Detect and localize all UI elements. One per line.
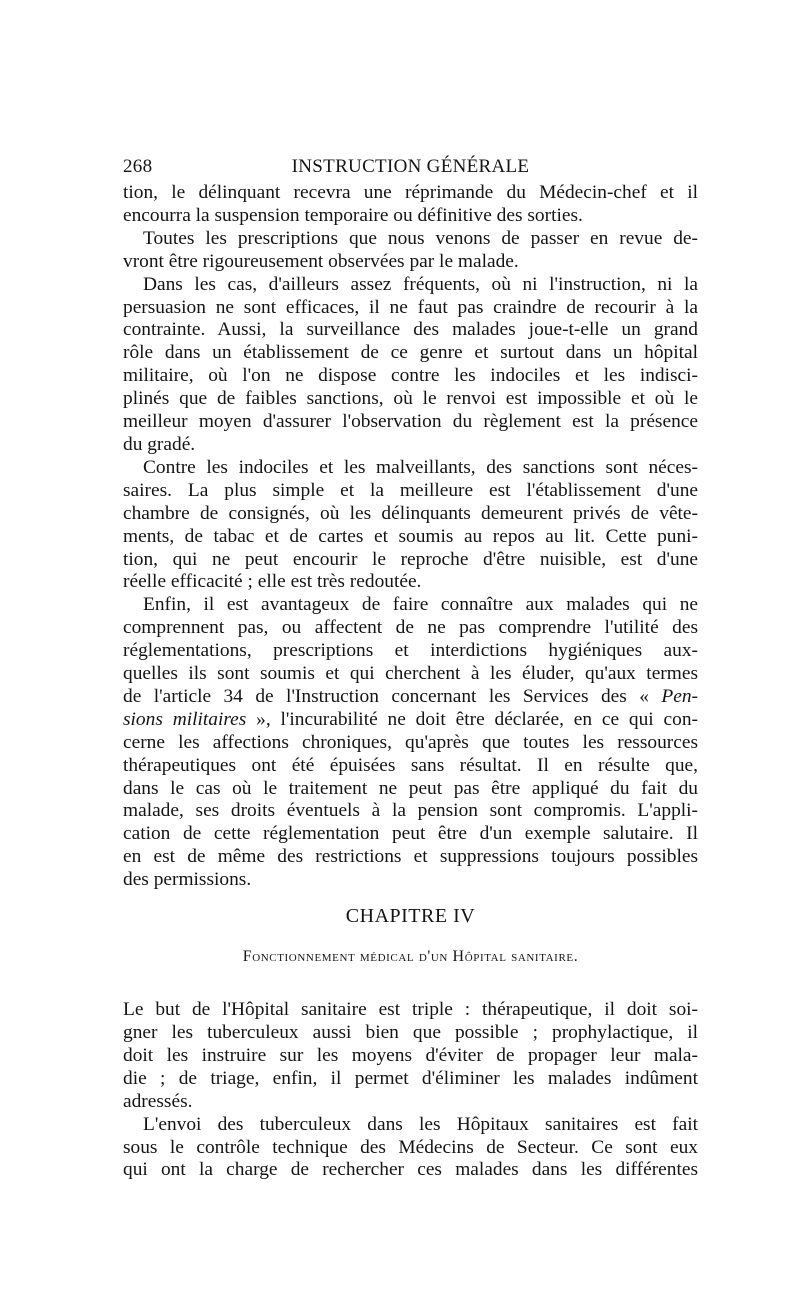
italic-run: sions militaires [123, 708, 247, 730]
text-line: thérapeutiques ont été épuisées sans résultat. Il en résulte que, [123, 754, 698, 776]
text-line: Toutes les prescriptions que nous venons de passer en revue de- [143, 227, 698, 249]
italic-run: Pen- [661, 685, 698, 707]
text-line: rôle dans un établissement de ce genre et surtout dans un hôpital [123, 342, 698, 364]
text-line: gner les tuberculeux aussi bien que possible ; prophylactique, il [123, 1022, 698, 1043]
text-line: réelle efficacité ; elle est très redoutée. [123, 571, 422, 593]
paragraph [123, 274, 698, 457]
text-line: vront être rigoureusement observées par le malade. [123, 250, 519, 272]
text-run: de l'article 34 de l'Instruction concernant les Services des « [123, 685, 662, 707]
text-line: comprennent pas, ou affectent de ne pas comprendre l'utilité des [123, 617, 698, 639]
text-line: cerne les affections chroniques, qu'après que toutes les ressources [123, 731, 698, 753]
running-header [123, 152, 698, 182]
text-run: », l'incurabilité ne doit être déclarée, en ce qui con- [246, 708, 698, 730]
paragraph [123, 182, 698, 228]
text-line [123, 709, 698, 732]
chapter-subtitle: Fonctionnement médical d'un Hôpital sanitaire. [242, 948, 579, 966]
paragraph [123, 457, 698, 594]
text-line: L'envoi des tuberculeux dans les Hôpitaux sanitaires est fait [143, 1113, 698, 1135]
section-body-2 [123, 999, 698, 1182]
text-line: Dans les cas, d'ailleurs assez fréquents, où ni l'instruction, ni la [143, 273, 698, 295]
text-line: quelles ils sont soumis et qui cherchent à les éluder, qu'aux termes [123, 663, 698, 685]
text-line: encourra la suspension temporaire ou définitive des sorties. [123, 204, 583, 226]
page-number: 268 [123, 156, 153, 177]
paragraph [123, 228, 698, 274]
text-line: persuasion ne sont efficaces, il ne faut pas craindre de recourir à la [123, 296, 698, 318]
text-line: ments, de tabac et de cartes et soumis au repos au lit. Cette puni- [123, 525, 698, 547]
text-line: chambre de consignés, où les délinquants demeurent privés de vête- [123, 502, 698, 524]
text-line: plinés que de faibles sanctions, où le renvoi est impossible et où le [123, 388, 698, 410]
text-line: en est de même des restrictions et suppressions toujours possibles [123, 846, 698, 868]
text-line: sous le contrôle technique des Médecins de Secteur. Ce sont eux [123, 1136, 698, 1158]
text-line [123, 686, 698, 709]
text-line: du gradé. [123, 433, 196, 455]
text-line: dans le cas où le traitement ne peut pas être appliqué du fait du [123, 777, 698, 799]
text-line: malade, ses droits éventuels à la pension sont compromis. L'appli- [123, 800, 698, 822]
text-line: Le but de l'Hôpital sanitaire est triple : thérapeutique, il doit soi- [123, 999, 698, 1021]
book-page [123, 152, 698, 1182]
text-line: saires. La plus simple et la meilleure est l'établissement d'une [123, 479, 698, 501]
text-line: tion, qui ne peut encourir le reproche d'être nuisible, est d'une [123, 548, 698, 570]
chapter-heading: CHAPITRE IV [345, 905, 476, 928]
text-line: adressés. [123, 1090, 193, 1112]
text-line: cation de cette réglementation peut être d'un exemple salutaire. Il [123, 823, 698, 845]
text-line: Enfin, il est avantageux de faire connaître aux malades qui ne [143, 594, 698, 616]
text-line: doit les instruire sur les moyens d'éviter de propager leur mala- [123, 1044, 698, 1066]
section-body-1 [123, 182, 698, 892]
text-line: réglementations, prescriptions et interdictions hygiéniques aux- [123, 640, 698, 662]
paragraph [123, 594, 698, 892]
text-line: die ; de triage, enfin, il permet d'éliminer les malades indûment [123, 1067, 698, 1089]
text-line: meilleur moyen d'assurer l'observation du règlement est la présence [123, 411, 698, 433]
running-title: INSTRUCTION GÉNÉRALE [291, 156, 530, 177]
text-line: des permissions. [123, 869, 252, 891]
text-line: Contre les indociles et les malveillants, des sanctions sont néces- [143, 456, 698, 478]
paragraph [123, 1114, 698, 1183]
text-line: contrainte. Aussi, la surveillance des malades joue-t-elle un grand [123, 319, 698, 341]
text-line: qui ont la charge de rechercher ces malades dans les différentes [123, 1159, 698, 1181]
paragraph [123, 999, 698, 1114]
text-line: militaire, où l'on ne dispose contre les indociles et les indisci- [123, 365, 698, 387]
text-line: tion, le délinquant recevra une réprimande du Médecin-chef et il [123, 182, 698, 203]
